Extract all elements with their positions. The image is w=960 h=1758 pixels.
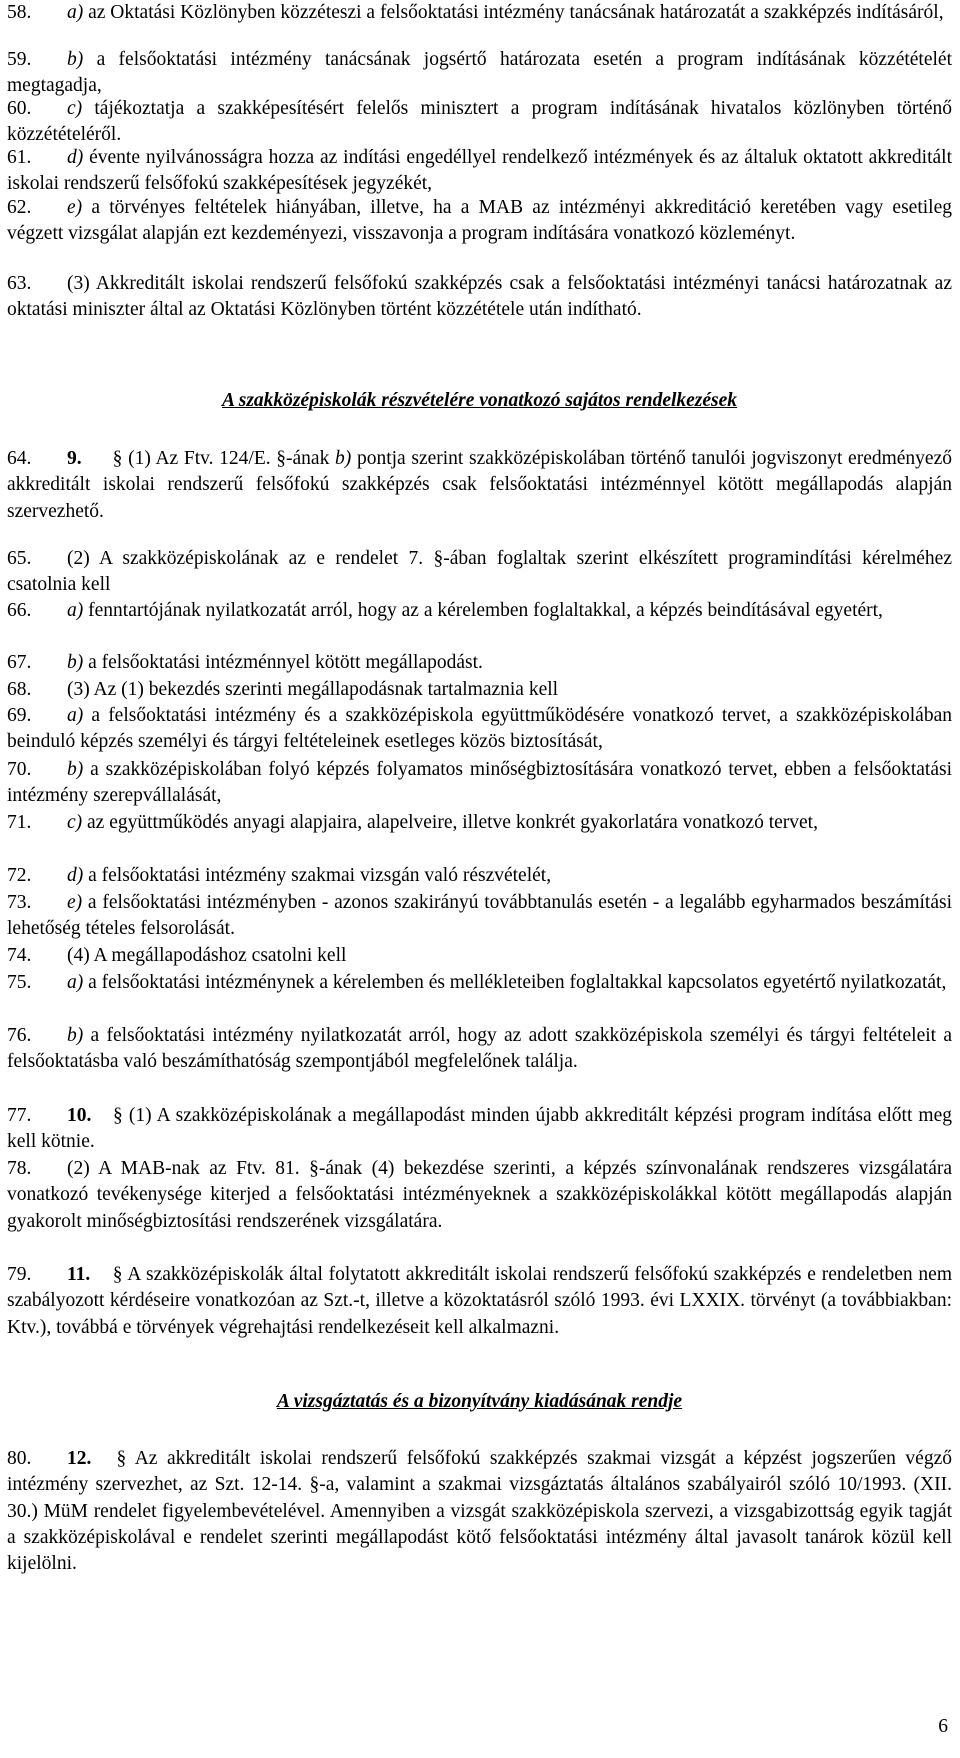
paragraph-number: 65. (7, 548, 32, 569)
paragraph-80 (7, 1446, 952, 1577)
paragraph-text: évente nyilvánosságra hozza az indítási engedéllyel rendelkező intézmények és az általuk oktatott akkreditált iskolai rendszerű felsőfokú szakképesítések jegyzékét, (7, 147, 952, 195)
paragraph-61 (7, 145, 952, 198)
paragraph-70 (7, 757, 952, 810)
paragraph-text: a felsőoktatási intézménynek a kérelemben és mellékleteiben foglaltakkal kapcsolatos egyetértő nyilatkozatát, (83, 972, 947, 993)
paragraph-number: 76. (7, 1025, 32, 1046)
paragraph-66 (7, 598, 952, 624)
list-marker: e) (67, 197, 83, 218)
section-number: 12. (67, 1448, 92, 1469)
paragraph-number: 63. (7, 273, 32, 294)
paragraph-78 (7, 1156, 952, 1235)
paragraph-text: a felsőoktatási intézményben - azonos szakirányú továbbtanulás esetén - a legalább egyharmados beszámítási lehetőség tételes felsorolását. (7, 892, 952, 940)
paragraph-79 (7, 1262, 952, 1341)
paragraph-number: 69. (7, 705, 32, 726)
paragraph-number: 75. (7, 972, 32, 993)
paragraph-text: a törvényes feltételek hiányában, illetve, ha a MAB az intézményi akkreditáció keretében vagy esetileg végzett vizsgálat alapján ezt kezdeményezi, visszavonja a program indítására vonatkozó közleményt. (7, 197, 952, 245)
list-marker: d) (67, 865, 84, 886)
paragraph-text: (2) A MAB-nak az Ftv. 81. §-ának (4) bekezdése szerinti, a képzés színvonalának rendszeres vizsgálatára vonatkozó tevékenysége kiterjed a felsőoktatási intézményeknek a szakközépiskolákkal kötött megállapodás alapján gyakorolt minőségbiztosítási rendszerének vizsgálatára. (7, 1158, 952, 1232)
paragraph-text: a felsőoktatási intézmény nyilatkozatát arról, hogy az adott szakközépiskola személyi és tárgyi feltételeit a felsőoktatásba való beszámíthatóság szempontjából megfelelőnek találja. (7, 1025, 952, 1073)
paragraph-67 (7, 650, 952, 676)
paragraph-text: tájékoztatja a szakképesítésért felelős minisztert a program indításának hivatalos közlönyben történő közzétételéről. (7, 98, 952, 146)
paragraph-text: pontja szerint szakközépiskolában történő tanulói jogviszonyt eredményező akkreditált iskolai rendszerű felsőfokú szakképzés csak felsőoktatási intézménnyel kötött megállapodás alapján szervezhető. (7, 448, 952, 522)
paragraph-number: 73. (7, 892, 32, 913)
list-marker: c) (67, 98, 83, 119)
paragraph-text: a felsőoktatási intézménnyel kötött megállapodást. (83, 652, 483, 673)
section-number: 11. (67, 1264, 91, 1285)
paragraph-number: 80. (7, 1448, 32, 1469)
paragraph-text: az Oktatási Közlönyben közzéteszi a felsőoktatási intézmény tanácsának határozatát a szakképzés indításáról, (83, 2, 944, 23)
paragraph-63 (7, 271, 952, 324)
list-marker: b) (67, 49, 84, 70)
paragraph-68 (7, 677, 952, 703)
paragraph-text: a felsőoktatási intézmény tanácsának jogsértő határozata esetén a program indításának közzétételét megtagadja, (7, 49, 952, 97)
list-marker: b) (67, 652, 84, 673)
paragraph-text: (3) Akkreditált iskolai rendszerű felsőfokú szakképzés csak a felsőoktatási intézményi tanácsi határozatnak az oktatási miniszter által az Oktatási Közlönyben történt közzététele után indítható. (7, 273, 952, 321)
list-marker: a) (67, 2, 84, 23)
section-number: 9. (67, 448, 82, 469)
paragraph-76 (7, 1023, 952, 1076)
paragraph-58 (7, 0, 952, 26)
paragraph-number: 71. (7, 812, 32, 833)
paragraph-text: (4) A megállapodáshoz csatolni kell (67, 945, 347, 966)
paragraph-number: 70. (7, 759, 32, 780)
list-marker: a) (67, 705, 84, 726)
page-number: 6 (938, 1716, 948, 1737)
paragraph-number: 66. (7, 600, 32, 621)
paragraph-text: § A szakközépiskolák által folytatott akkreditált iskolai rendszerű felsőfokú szakképzés e rendeletben nem szabályozott kérdéseire vonatkozóan az Szt.-t, illetve a közoktatásról szóló 1993. évi LXXIX. törvényt (a továbbiakban: Ktv.), továbbá e törvények végrehajtási rendelkezéseit kell alkalmazni. (7, 1264, 952, 1338)
paragraph-text: az együttműködés anyagi alapjaira, alapelveire, illetve konkrét gyakorlatára vonatkozó tervet, (82, 812, 818, 833)
paragraph-number: 61. (7, 147, 32, 168)
section-heading: A szakközépiskolák részvételére vonatkozó sajátos rendelkezések (221, 390, 738, 411)
list-marker: c) (67, 812, 83, 833)
list-marker: a) (67, 972, 84, 993)
paragraph-number: 77. (7, 1105, 32, 1126)
paragraph-75 (7, 970, 952, 996)
list-marker: d) (67, 147, 84, 168)
paragraph-number: 62. (7, 197, 32, 218)
paragraph-number: 74. (7, 945, 32, 966)
paragraph-number: 64. (7, 448, 32, 469)
section-number: 10. (67, 1105, 92, 1126)
paragraph-62 (7, 195, 952, 248)
paragraph-text: (2) A szakközépiskolának az e rendelet 7. §-ában foglaltak szerint elkészített programindítási kérelméhez csatolnia kell (7, 548, 952, 596)
list-marker: b) (67, 759, 84, 780)
paragraph-64 (7, 446, 952, 525)
paragraph-number: 78. (7, 1158, 32, 1179)
paragraph-59 (7, 47, 952, 100)
paragraph-number: 67. (7, 652, 32, 673)
list-marker: b) (335, 448, 352, 469)
paragraph-77 (7, 1103, 952, 1156)
paragraph-text: § Az akkreditált iskolai rendszerű felsőfokú szakképzés szakmai vizsgát a képzést jogszerűen végző intézmény szervezhet, az Szt. 12-14. §-a, valamint a szakmai vizsgáztatás általános szabályairól szóló 10/1993. (XII. 30.) MüM rendelet figyelembevételével. Amennyiben a vizsgát szakközépiskola szervezi, a vizsgabizottság egyik tagját a szakközépiskolával e rendelet szerinti megállapodást kötő felsőoktatási intézmény által javasolt tanárok közül kell kijelölni. (7, 1448, 952, 1575)
section-heading: A vizsgáztatás és a bizonyítvány kiadásának rendje (276, 1391, 683, 1412)
paragraph-69 (7, 703, 952, 756)
paragraph-74 (7, 943, 952, 969)
paragraph-number: 72. (7, 865, 32, 886)
paragraph-60 (7, 96, 952, 149)
list-marker: e) (67, 892, 83, 913)
paragraph-71 (7, 810, 952, 836)
paragraph-text: § (1) Az Ftv. 124/E. §-ának (107, 448, 336, 469)
paragraph-65 (7, 546, 952, 599)
paragraph-text: a felsőoktatási intézmény szakmai vizsgán való részvételét, (83, 865, 552, 886)
paragraph-number: 68. (7, 679, 32, 700)
paragraph-text: § (1) A szakközépiskolának a megállapodást minden újabb akkreditált képzési program indítása előtt meg kell kötnie. (7, 1105, 952, 1153)
paragraph-text: a felsőoktatási intézmény és a szakközépiskola együttműködésére vonatkozó tervet, a szakközépiskolában beinduló képzés személyi és tárgyi feltételeinek esetleges közös biztosítását, (7, 705, 952, 753)
paragraph-text: a szakközépiskolában folyó képzés folyamatos minőségbiztosítására vonatkozó tervet, ebben a felsőoktatási intézmény szerepvállalását, (7, 759, 952, 807)
paragraph-number: 60. (7, 98, 32, 119)
list-marker: b) (67, 1025, 84, 1046)
paragraph-number: 59. (7, 49, 32, 70)
paragraph-number: 58. (7, 2, 32, 23)
paragraph-73 (7, 890, 952, 943)
paragraph-72 (7, 863, 952, 889)
paragraph-text: fenntartójának nyilatkozatát arról, hogy az a kérelemben foglaltakkal, a képzés beindításával egyetért, (83, 600, 883, 621)
list-marker: a) (67, 600, 84, 621)
paragraph-number: 79. (7, 1264, 32, 1285)
paragraph-text: (3) Az (1) bekezdés szerinti megállapodásnak tartalmaznia kell (67, 679, 559, 700)
